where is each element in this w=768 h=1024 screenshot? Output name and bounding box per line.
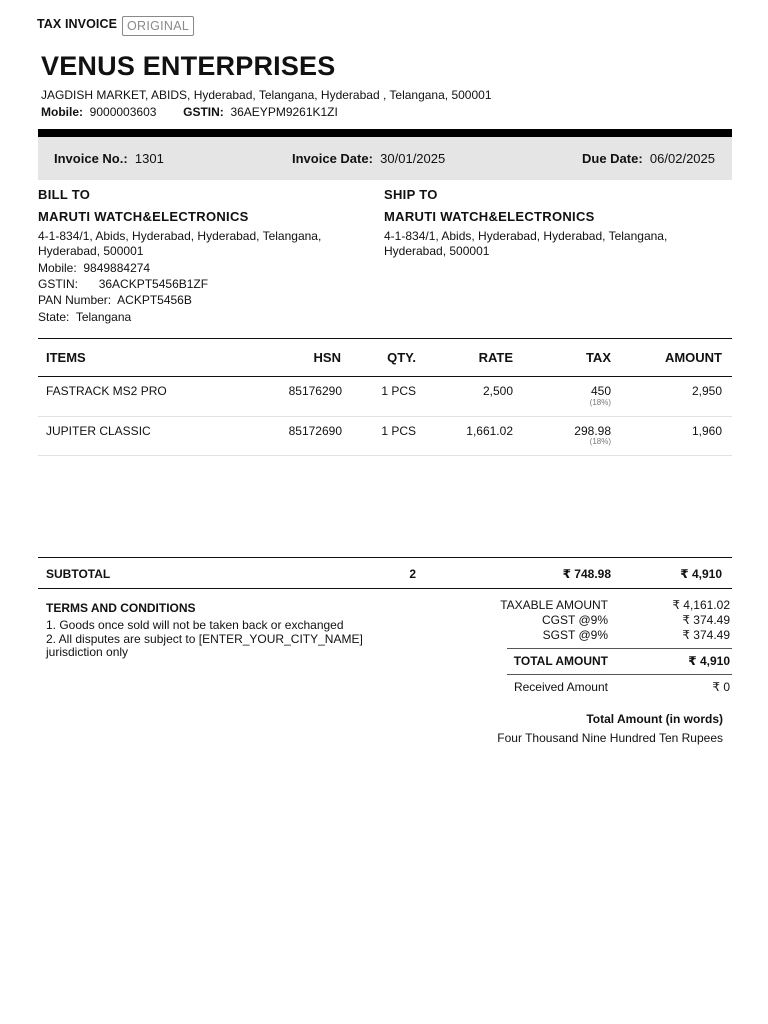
column-header-amount: AMOUNT <box>664 350 722 365</box>
bill-to-mobile-label: Mobile: <box>38 261 77 275</box>
row1-item: FASTRACK MS2 PRO <box>46 384 167 398</box>
row-divider <box>38 416 732 417</box>
column-header-hsn: HSN <box>313 350 341 365</box>
row2-tax-rate: (18%) <box>589 437 611 446</box>
table-header-rule <box>38 376 732 377</box>
row1-amount: 2,950 <box>691 384 722 398</box>
row2-item: JUPITER CLASSIC <box>46 424 151 438</box>
original-badge: ORIGINAL <box>122 16 194 36</box>
total-amount-label: TOTAL AMOUNT <box>513 654 608 668</box>
terms-line-2: 2. All disputes are subject to [ENTER_YOUR_CITY_NAME] <box>46 632 363 646</box>
subtotal-bottom-rule <box>38 588 732 589</box>
company-address: JAGDISH MARKET, ABIDS, Hyderabad, Telangana, Hyderabad , Telangana, 500001 <box>41 88 492 102</box>
column-header-tax: TAX <box>585 350 611 365</box>
subtotal-amount: ₹ 4,910 <box>680 567 722 581</box>
row1-tax-rate: (18%) <box>589 398 611 407</box>
row2-tax: 298.98 <box>574 424 611 438</box>
column-header-items: ITEMS <box>46 350 86 365</box>
cgst-label: CGST @9% <box>542 613 608 627</box>
bill-to-pan-label: PAN Number: <box>38 293 112 307</box>
row1-tax: 450 <box>590 384 611 398</box>
received-amount-value: ₹ 0 <box>712 680 730 694</box>
column-header-rate: RATE <box>478 350 513 365</box>
company-name: VENUS ENTERPRISES <box>41 51 336 81</box>
subtotal-tax: ₹ 748.98 <box>562 567 611 581</box>
row1-rate: 2,500 <box>482 384 513 398</box>
row2-rate: 1,661.02 <box>466 424 513 438</box>
bill-to-gstin <box>38 277 208 291</box>
total-top-rule <box>507 648 732 649</box>
subtotal-label: SUBTOTAL <box>46 567 111 581</box>
row1-hsn: 85176290 <box>288 384 342 398</box>
company-mobile: 9000003603 <box>89 105 157 119</box>
row1-qty: 1 PCS <box>381 384 416 398</box>
bill-to-pan <box>38 293 192 307</box>
company-contact <box>41 105 338 119</box>
ship-to-address-line2: Hyderabad, 500001 <box>384 244 490 258</box>
bill-to-state <box>38 310 131 324</box>
taxable-amount-label: TAXABLE AMOUNT <box>500 598 608 612</box>
document-type: TAX INVOICE <box>37 17 118 31</box>
subtotal-top-rule <box>38 557 732 558</box>
terms-heading: TERMS AND CONDITIONS <box>46 601 196 615</box>
subtotal-qty: 2 <box>409 567 416 581</box>
company-gstin-label: GSTIN: <box>183 105 224 119</box>
due-date-value: 06/02/2025 <box>649 151 715 166</box>
company-gstin: 36AEYPM9261K1ZI <box>230 105 338 119</box>
ship-to-heading: SHIP TO <box>384 187 438 202</box>
received-amount-label: Received Amount <box>513 680 608 694</box>
column-header-qty: QTY. <box>387 350 416 365</box>
row2-amount: 1,960 <box>691 424 722 438</box>
bill-to-state-label: State: <box>38 310 70 324</box>
total-bottom-rule <box>507 674 732 675</box>
bill-to-pan-value: ACKPT5456B <box>117 293 192 307</box>
invoice-date-value: 30/01/2025 <box>380 151 446 166</box>
amount-in-words-value: Four Thousand Nine Hundred Ten Rupees <box>497 731 723 745</box>
bill-to-address-line1: 4-1-834/1, Abids, Hyderabad, Hyderabad, Telangana, <box>38 229 322 243</box>
total-amount-value: ₹ 4,910 <box>688 654 730 668</box>
bill-to-heading: BILL TO <box>38 187 91 202</box>
due-date-label: Due Date: <box>582 151 643 166</box>
bill-to-name: MARUTI WATCH&ELECTRONICS <box>38 209 249 224</box>
cgst-value: ₹ 374.49 <box>682 613 730 627</box>
terms-line-3: jurisdiction only <box>46 645 129 659</box>
row-divider <box>38 455 732 456</box>
invoice-date-label: Invoice Date: <box>292 151 373 166</box>
ship-to-address-line1: 4-1-834/1, Abids, Hyderabad, Hyderabad, Telangana, <box>384 229 668 243</box>
table-top-rule <box>38 338 732 339</box>
row2-hsn: 85172690 <box>288 424 342 438</box>
bill-to-gstin-value: 36ACKPT5456B1ZF <box>98 277 209 291</box>
due-date <box>582 151 715 166</box>
invoice-number-label: Invoice No.: <box>54 151 128 166</box>
invoice-date <box>292 151 445 166</box>
terms-line-1: 1. Goods once sold will not be taken back or exchanged <box>46 618 344 632</box>
row2-qty: 1 PCS <box>381 424 416 438</box>
bill-to-address-line2: Hyderabad, 500001 <box>38 244 144 258</box>
bill-to-gstin-label: GSTIN: <box>38 277 79 291</box>
company-mobile-label: Mobile: <box>41 105 83 119</box>
amount-in-words-label: Total Amount (in words) <box>586 712 723 726</box>
sgst-value: ₹ 374.49 <box>682 628 730 642</box>
invoice-number-value: 1301 <box>134 151 164 166</box>
invoice-number <box>54 151 164 166</box>
bill-to-mobile <box>38 261 150 275</box>
sgst-label: SGST @9% <box>542 628 608 642</box>
bill-to-state-value: Telangana <box>75 310 132 324</box>
taxable-amount-value: ₹ 4,161.02 <box>672 598 730 612</box>
bill-to-mobile-value: 9849884274 <box>83 261 151 275</box>
header-divider <box>38 129 732 137</box>
ship-to-name: MARUTI WATCH&ELECTRONICS <box>384 209 595 224</box>
